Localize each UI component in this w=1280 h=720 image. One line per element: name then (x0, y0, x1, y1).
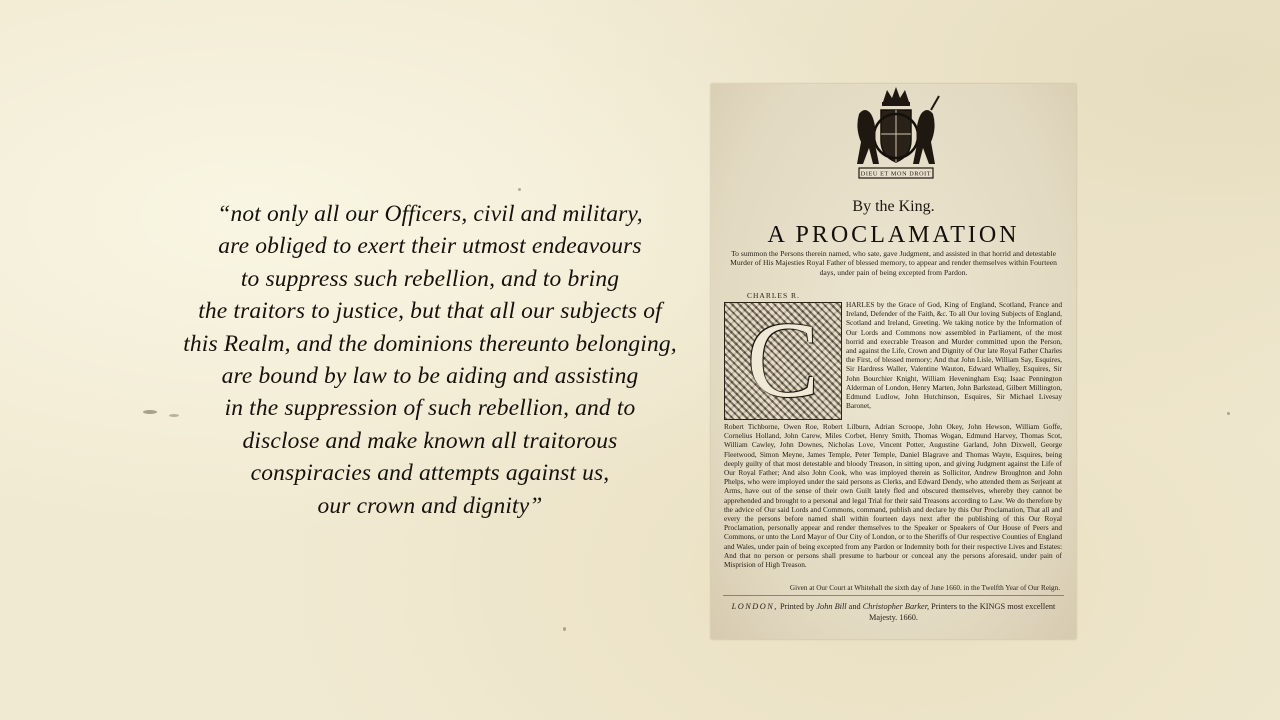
paper-speck (1227, 412, 1230, 415)
initial-letter: C (746, 301, 820, 420)
quote-line: in the suppression of such rebellion, and to (224, 395, 636, 422)
quote-line: to suppress such rebellion, and to bring (240, 265, 620, 292)
quote-line: disclose and make known all traitorous (242, 427, 618, 454)
quote-line: our crown and dignity” (317, 492, 543, 519)
quotation-block (130, 198, 730, 522)
quote-line: the traitors to justice, but that all our subjects of (198, 298, 662, 325)
proclamation-broadside (711, 84, 1076, 639)
proclamation-body-upper: HARLES by the Grace of God, King of England, Scotland, France and Ireland, Defender of the Faith, &c. To all Our loving Subjects of England, Scotland and Ireland, Greeting. We taking notice by the Information of Our Lords and Commons now assembled in Parliament, of the most horrid and execrable Treason and Murder committed upon the Person, and against the Life, Crown and Dignity of Our late Royal Father Charles the First, of blessed memory; And that John Lisle, William Say, Esquires, Sir Hardress Waller, Valentine Wauton, Edward Whalley, Esquires, Sir John Bourchier Knight, William Heveningham Esq; Isaac Pennington Alderman of London, Henry Marten, John Barkstead, Gilbert Millington, Edmund Ludlow, John Hutchinson, Esquires, Sir Michael Livesay Baronet, (846, 300, 1062, 411)
imprint-rest: Printers to the KINGS most excellent Majesty. 1660. (868, 602, 1056, 622)
divider-rule (723, 595, 1064, 596)
royal-signature: CHARLES R. (747, 291, 800, 300)
quote-line: are bound by law to be aiding and assisting (221, 363, 639, 390)
proclamation-subtitle: To summon the Persons therein named, who sate, gave Judgment, and assisted in that horrid and detestable Murder of His Majesties Royal Father of blessed memory, to appear and render themselves within Fourteen days, under pain of being excepted from Pardon. (730, 249, 1057, 277)
quote-line: are obliged to exert their utmost endeavours (218, 233, 642, 260)
crest-motto: DIEU ET MON DROIT (860, 170, 932, 178)
printer-imprint (723, 601, 1064, 623)
quote-line: conspiracies and attempts against us, (250, 460, 610, 487)
given-at-court-line: Given at Our Court at Whitehall the sixth day of June 1660. in the Twelfth Year of Our Reign. (789, 584, 1060, 592)
decorated-initial (724, 302, 842, 420)
proclamation-title: A PROCLAMATION (767, 222, 1020, 248)
royal-coat-of-arms-icon (851, 84, 941, 184)
imprint-city: LONDON, (731, 602, 778, 611)
paper-speck (563, 627, 566, 631)
imprint-printed-by: Printed by (779, 602, 815, 611)
imprint-printer-1: John Bill (816, 602, 847, 611)
proclamation-body-lower: Robert Tichborne, Owen Roe, Robert Lilburn, Adrian Scroope, John Okey, John Hewson, William Goffe, Cornelius Holland, John Carew, Miles Corbet, Henry Smith, Thomas Wogan, Edmund Harvey, Thomas Scot, William Cawley, John Downes, Nicholas Love, Vincent Potter, Augustine Garland, John Dixwell, George Fleetwood, Simon Meyne, James Temple, Peter Temple, Daniel Blagrave and Thomas Wayte, Esquires, being deeply guilty of that most detestable and bloody Treason, in sitting upon, and giving Judgment against the Life of Our Royal Father; And also John Cook, who was imployed therein as Sollicitor, Andrew Broughton and John Phelps, who were imployed under the said persons as Clerks, and Edward Dendy, who attended them as Serjeant at Arms, have out of the sense of their own Guilt lately fled and obscured themselves, whereby they cannot be apprehended and brought to a personal and legal Trial for their said Treasons according to Law. We do therefore by the advice of Our said Lords and Commons, command, publish and declare by this Our Proclamation, That all and every the persons before named shall within fourteen days next after the publishing of this Our Royal Proclamation, personally appear and render themselves to the Speaker or Speakers of Our House of Peers and Commons, or unto the Lord Mayor of Our City of London, or to the Sheriffs of Our respective Counties of England and Wales, under pain of being excepted from any Pardon or Indemnity both for their respective Lives and Estates: And that no person or persons shall presume to harbour or conceal any the persons aforesaid, under pain of Misprision of High Treason. (724, 422, 1062, 570)
imprint-and: and (848, 602, 861, 611)
paper-speck (518, 188, 521, 191)
quote-line: “not only all our Officers, civil and military, (217, 201, 643, 227)
by-the-king-heading: By the King. (852, 198, 935, 215)
quote-line: this Realm, and the dominions thereunto belonging, (183, 330, 677, 357)
imprint-printer-2: Christopher Barker, (862, 602, 930, 611)
